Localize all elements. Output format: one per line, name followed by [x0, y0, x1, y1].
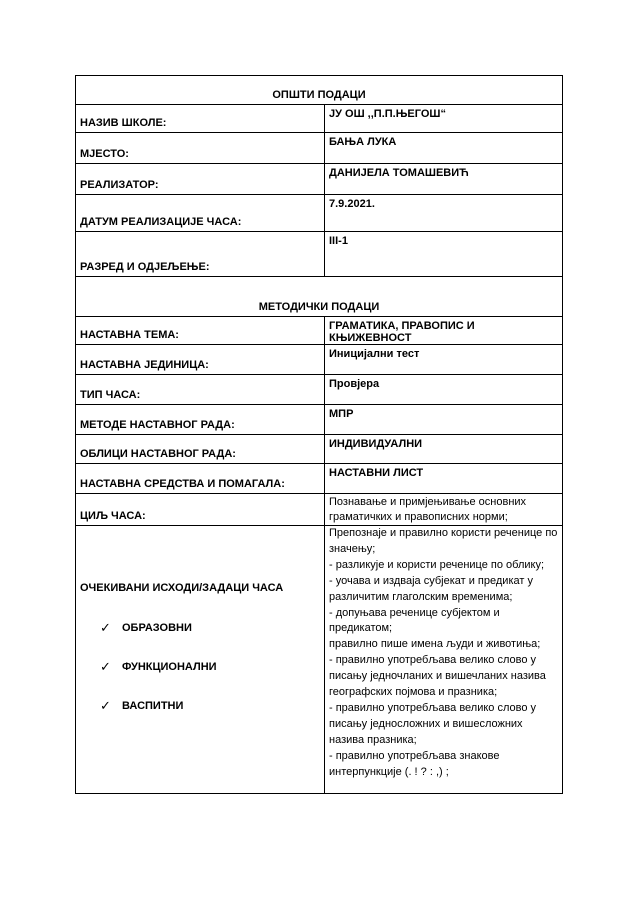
unit-label: НАСТАВНА ЈЕДИНИЦА:: [76, 345, 325, 375]
methods-value: МПР: [325, 405, 563, 435]
outcome-line: - правилно употребљава велико слово у писању једночланих и вишечланих назива географских појмова и празника;: [329, 654, 546, 699]
table-row: [76, 133, 563, 164]
outcome-line: - допуњава реченице субјектом и предикатом;: [329, 606, 500, 635]
table-row: [76, 405, 563, 435]
lesson-type-value: Провјера: [325, 375, 563, 405]
table-row: [76, 317, 563, 345]
outcomes-label: ОЧЕКИВАНИ ИСХОДИ/ЗАДАЦИ ЧАСА: [80, 582, 284, 594]
checkmark-icon: ✓: [100, 659, 111, 674]
checkmark-icon: ✓: [100, 620, 111, 635]
methodical-section-header-row: [76, 277, 563, 317]
general-section-header-row: [76, 76, 563, 105]
date-label: ДАТУМ РЕАЛИЗАЦИЈЕ ЧАСА:: [76, 195, 325, 232]
list-item: [100, 659, 320, 675]
table-row: [76, 464, 563, 494]
lesson-type-label: ТИП ЧАСА:: [76, 375, 325, 405]
teaching-aids-label: НАСТАВНА СРЕДСТВА И ПОМАГАЛА:: [76, 464, 325, 494]
table-row: [76, 195, 563, 232]
outcomes-row: [76, 526, 563, 794]
unit-value: Иницијални тест: [325, 345, 563, 375]
table-row: [76, 345, 563, 375]
outcome-type-label: ВАСПИТНИ: [122, 700, 184, 712]
outcome-line: - уочава и издваја субјекат и предикат у различитим глаголским временима;: [329, 574, 533, 603]
work-forms-label: ОБЛИЦИ НАСТАВНОГ РАДА:: [76, 435, 325, 464]
methods-label: МЕТОДЕ НАСТАВНОГ РАДА:: [76, 405, 325, 435]
lesson-goal-label: ЦИЉ ЧАСА:: [76, 494, 325, 526]
topic-label: НАСТАВНА ТЕМА:: [76, 317, 325, 345]
work-forms-value: ИНДИВИДУАЛНИ: [325, 435, 563, 464]
class-value: III-1: [325, 232, 563, 277]
outcome-line: правилно пише имена људи и животиња;: [329, 638, 541, 651]
class-label: РАЗРЕД И ОДЈЕЉЕЊЕ:: [76, 232, 325, 277]
outcome-line: - правилно употребљава велико слово у писању једносложних и вишесложних назива празника;: [329, 701, 537, 746]
outcome-line: - правилно употребљава знакове интерпункције (. ! ? : ,) ;: [329, 749, 500, 778]
table-row: [76, 435, 563, 464]
school-name-label: НАЗИВ ШКОЛЕ:: [76, 105, 325, 133]
table-row: [76, 105, 563, 133]
teaching-aids-value: НАСТАВНИ ЛИСТ: [325, 464, 563, 494]
teacher-label: РЕАЛИЗАТОР:: [76, 164, 325, 195]
table-row: [76, 232, 563, 277]
general-section-title: ОПШТИ ПОДАЦИ: [76, 76, 563, 105]
outcome-line: - разликује и користи реченице по облику;: [329, 558, 545, 571]
place-label: МЈЕСТО:: [76, 133, 325, 164]
outcomes-cell: [76, 526, 325, 794]
outcome-type-label: ФУНКЦИОНАЛНИ: [122, 661, 217, 673]
table-row: [76, 494, 563, 526]
table-row: [76, 375, 563, 405]
outcome-line: Препознаје и правилно користи реченице по значењу;: [329, 527, 558, 555]
school-name-value: ЈУ ОШ ,,П.П.ЊЕГОШ“: [325, 105, 563, 133]
outcome-type-label: ОБРАЗОВНИ: [122, 622, 192, 634]
teacher-value: ДАНИЈЕЛА ТОМАШЕВИЋ: [325, 164, 563, 195]
list-item: [100, 698, 320, 714]
outcomes-description: [325, 526, 563, 794]
table-row: [76, 164, 563, 195]
outcome-types-list: [80, 620, 320, 714]
checkmark-icon: ✓: [100, 698, 111, 713]
methodical-section-title: МЕТОДИЧКИ ПОДАЦИ: [76, 277, 563, 317]
list-item: [100, 620, 320, 636]
date-value: 7.9.2021.: [325, 195, 563, 232]
lesson-goal-value: Познавање и примјењивање основних граматичких и правописних норми;: [325, 494, 563, 526]
topic-value: ГРАМАТИКА, ПРАВОПИС И КЊИЖЕВНОСТ: [325, 317, 563, 345]
lesson-plan-table: [75, 75, 563, 794]
place-value: БАЊА ЛУКА: [325, 133, 563, 164]
